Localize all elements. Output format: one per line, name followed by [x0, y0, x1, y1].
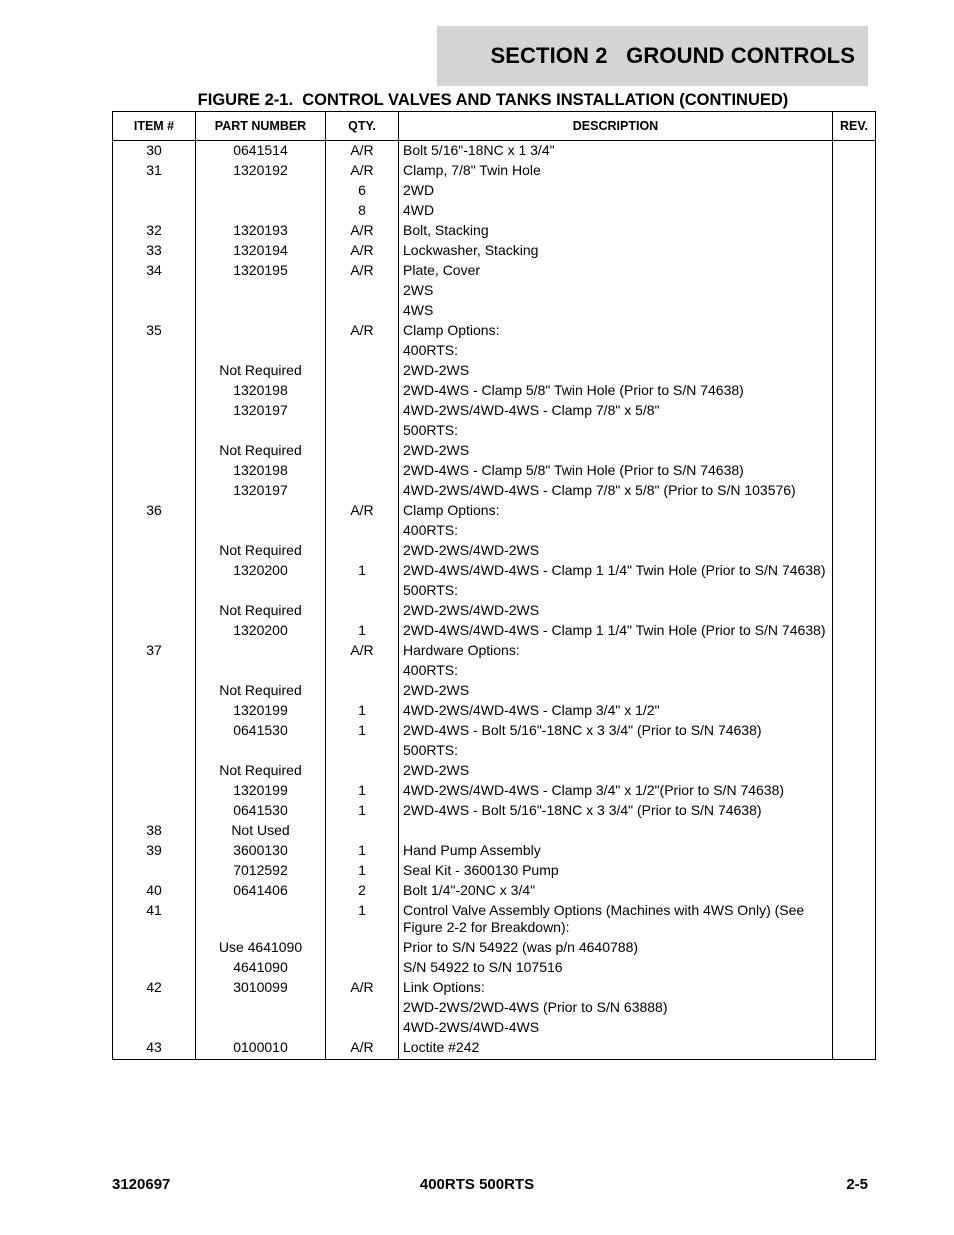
description-cell — [399, 821, 833, 841]
rev-cell — [833, 381, 876, 401]
item-number-cell — [113, 381, 196, 401]
description-cell: 400RTS: — [399, 661, 833, 681]
description-cell: 4WD-2WS/4WD-4WS - Clamp 7/8" x 5/8" (Prior to S/N 103576) — [399, 481, 833, 501]
rev-cell — [833, 561, 876, 581]
part-number-cell — [196, 281, 326, 301]
part-number-cell: 1320200 — [196, 561, 326, 581]
description-cell: Plate, Cover — [399, 261, 833, 281]
description-cell: 2WD-4WS - Bolt 5/16"-18NC x 3 3/4" (Prior to S/N 74638) — [399, 801, 833, 821]
rev-cell — [833, 958, 876, 978]
part-number-cell: 1320198 — [196, 381, 326, 401]
table-row — [113, 161, 876, 181]
rev-cell — [833, 681, 876, 701]
part-number-cell — [196, 181, 326, 201]
description-cell: Bolt, Stacking — [399, 221, 833, 241]
part-number-cell: 1320194 — [196, 241, 326, 261]
table-row — [113, 381, 876, 401]
rev-cell — [833, 661, 876, 681]
description-cell: 4WD-2WS/4WD-4WS - Clamp 3/4" x 1/2"(Prior to S/N 74638) — [399, 781, 833, 801]
rev-cell — [833, 241, 876, 261]
qty-cell — [326, 461, 399, 481]
part-number-cell: 1320193 — [196, 221, 326, 241]
table-row — [113, 561, 876, 581]
rev-cell — [833, 901, 876, 938]
part-number-cell: Not Required — [196, 681, 326, 701]
rev-cell — [833, 621, 876, 641]
table-row — [113, 781, 876, 801]
part-number-cell: 0641514 — [196, 141, 326, 161]
parts-table — [112, 111, 876, 1060]
item-number-cell: 39 — [113, 841, 196, 861]
table-row — [113, 581, 876, 601]
item-number-cell: 36 — [113, 501, 196, 521]
part-number-cell — [196, 421, 326, 441]
part-number-cell: 3010099 — [196, 978, 326, 998]
part-number-cell — [196, 341, 326, 361]
qty-cell: A/R — [326, 978, 399, 998]
item-number-cell: 38 — [113, 821, 196, 841]
item-number-cell — [113, 581, 196, 601]
item-number-cell — [113, 441, 196, 461]
part-number-cell — [196, 581, 326, 601]
section-header — [437, 26, 868, 86]
table-row — [113, 441, 876, 461]
rev-cell — [833, 938, 876, 958]
item-number-cell — [113, 341, 196, 361]
table-body — [113, 141, 876, 1060]
rev-cell — [833, 321, 876, 341]
qty-cell: 1 — [326, 561, 399, 581]
table-row — [113, 321, 876, 341]
item-number-cell — [113, 761, 196, 781]
part-number-cell: Not Required — [196, 441, 326, 461]
part-number-cell: Not Used — [196, 821, 326, 841]
item-number-cell — [113, 998, 196, 1018]
qty-cell — [326, 521, 399, 541]
rev-cell — [833, 221, 876, 241]
table-row — [113, 621, 876, 641]
item-number-cell: 30 — [113, 141, 196, 161]
rev-cell — [833, 341, 876, 361]
header-rev: REV. — [833, 112, 876, 141]
description-cell: Lockwasher, Stacking — [399, 241, 833, 261]
table-row — [113, 721, 876, 741]
table-header — [113, 112, 876, 141]
part-number-cell: Use 4641090 — [196, 938, 326, 958]
item-number-cell: 43 — [113, 1038, 196, 1060]
qty-cell: A/R — [326, 161, 399, 181]
table-row — [113, 281, 876, 301]
part-number-cell — [196, 1018, 326, 1038]
item-number-cell — [113, 958, 196, 978]
table-row — [113, 241, 876, 261]
header-part-number: PART NUMBER — [196, 112, 326, 141]
item-number-cell — [113, 361, 196, 381]
qty-cell — [326, 601, 399, 621]
item-number-cell — [113, 661, 196, 681]
description-cell: Prior to S/N 54922 (was p/n 4640788) — [399, 938, 833, 958]
table-row — [113, 541, 876, 561]
part-number-cell: 1320197 — [196, 481, 326, 501]
rev-cell — [833, 541, 876, 561]
item-number-cell — [113, 541, 196, 561]
item-number-cell — [113, 601, 196, 621]
table-row — [113, 978, 876, 998]
table-row — [113, 841, 876, 861]
part-number-cell: 7012592 — [196, 861, 326, 881]
item-number-cell — [113, 561, 196, 581]
description-cell: S/N 54922 to S/N 107516 — [399, 958, 833, 978]
part-number-cell: 0641530 — [196, 801, 326, 821]
rev-cell — [833, 361, 876, 381]
table-row — [113, 141, 876, 161]
qty-cell: A/R — [326, 261, 399, 281]
rev-cell — [833, 761, 876, 781]
description-cell: Control Valve Assembly Options (Machines with 4WS Only) (See Figure 2-2 for Breakdown): — [399, 901, 833, 938]
qty-cell — [326, 381, 399, 401]
qty-cell: 1 — [326, 801, 399, 821]
qty-cell — [326, 998, 399, 1018]
item-number-cell: 32 — [113, 221, 196, 241]
part-number-cell — [196, 201, 326, 221]
item-number-cell — [113, 301, 196, 321]
qty-cell: A/R — [326, 221, 399, 241]
rev-cell — [833, 521, 876, 541]
table-row — [113, 421, 876, 441]
qty-cell — [326, 361, 399, 381]
part-number-cell: Not Required — [196, 541, 326, 561]
description-cell: 2WD-2WS — [399, 361, 833, 381]
rev-cell — [833, 1018, 876, 1038]
part-number-cell — [196, 501, 326, 521]
item-number-cell — [113, 421, 196, 441]
item-number-cell: 35 — [113, 321, 196, 341]
table-row — [113, 301, 876, 321]
qty-cell — [326, 958, 399, 978]
part-number-cell: 1320195 — [196, 261, 326, 281]
description-cell: Clamp, 7/8" Twin Hole — [399, 161, 833, 181]
description-cell: 4WS — [399, 301, 833, 321]
part-number-cell: 4641090 — [196, 958, 326, 978]
part-number-cell: 1320199 — [196, 701, 326, 721]
part-number-cell — [196, 661, 326, 681]
table-row — [113, 881, 876, 901]
table-row — [113, 261, 876, 281]
description-cell: 500RTS: — [399, 741, 833, 761]
qty-cell: 1 — [326, 901, 399, 938]
description-cell: Hand Pump Assembly — [399, 841, 833, 861]
rev-cell — [833, 801, 876, 821]
table-row — [113, 201, 876, 221]
description-cell: Hardware Options: — [399, 641, 833, 661]
part-number-cell: 1320198 — [196, 461, 326, 481]
table-row — [113, 741, 876, 761]
item-number-cell — [113, 1018, 196, 1038]
rev-cell — [833, 998, 876, 1018]
part-number-cell: 1320200 — [196, 621, 326, 641]
header-qty: QTY. — [326, 112, 399, 141]
item-number-cell — [113, 701, 196, 721]
item-number-cell: 37 — [113, 641, 196, 661]
table-row — [113, 761, 876, 781]
description-cell: 2WD-4WS/4WD-4WS - Clamp 1 1/4" Twin Hole (Prior to S/N 74638) — [399, 561, 833, 581]
description-cell: Loctite #242 — [399, 1038, 833, 1060]
description-cell: 2WD-2WS — [399, 681, 833, 701]
rev-cell — [833, 301, 876, 321]
table-row — [113, 1018, 876, 1038]
rev-cell — [833, 978, 876, 998]
table-row — [113, 181, 876, 201]
part-number-cell: Not Required — [196, 601, 326, 621]
description-cell: 4WD-2WS/4WD-4WS — [399, 1018, 833, 1038]
rev-cell — [833, 201, 876, 221]
part-number-cell: 1320199 — [196, 781, 326, 801]
part-number-cell — [196, 641, 326, 661]
qty-cell — [326, 938, 399, 958]
table-row — [113, 521, 876, 541]
qty-cell: 1 — [326, 841, 399, 861]
description-cell: 400RTS: — [399, 521, 833, 541]
qty-cell: 1 — [326, 721, 399, 741]
rev-cell — [833, 481, 876, 501]
description-cell: 4WD-2WS/4WD-4WS - Clamp 3/4" x 1/2" — [399, 701, 833, 721]
item-number-cell — [113, 938, 196, 958]
rev-cell — [833, 721, 876, 741]
part-number-cell — [196, 998, 326, 1018]
table-row — [113, 461, 876, 481]
part-number-cell: 3600130 — [196, 841, 326, 861]
table-row — [113, 481, 876, 501]
description-cell: Link Options: — [399, 978, 833, 998]
item-number-cell — [113, 181, 196, 201]
rev-cell — [833, 581, 876, 601]
table-row — [113, 661, 876, 681]
part-number-cell: 0641406 — [196, 881, 326, 901]
qty-cell: 2 — [326, 881, 399, 901]
rev-cell — [833, 501, 876, 521]
table-row — [113, 801, 876, 821]
item-number-cell — [113, 861, 196, 881]
part-number-cell: 1320197 — [196, 401, 326, 421]
item-number-cell — [113, 741, 196, 761]
description-cell: 2WS — [399, 281, 833, 301]
qty-cell — [326, 541, 399, 561]
qty-cell: 1 — [326, 781, 399, 801]
description-cell: 2WD-2WS/2WD-4WS (Prior to S/N 63888) — [399, 998, 833, 1018]
qty-cell — [326, 301, 399, 321]
qty-cell — [326, 401, 399, 421]
table-row — [113, 501, 876, 521]
header-row — [113, 112, 876, 141]
item-number-cell — [113, 481, 196, 501]
footer-model: 400RTS 500RTS — [419, 1176, 535, 1193]
item-number-cell — [113, 801, 196, 821]
qty-cell: 6 — [326, 181, 399, 201]
part-number-cell — [196, 901, 326, 938]
rev-cell — [833, 841, 876, 861]
description-cell: Clamp Options: — [399, 501, 833, 521]
rev-cell — [833, 181, 876, 201]
description-cell: 400RTS: — [399, 341, 833, 361]
part-number-cell: Not Required — [196, 761, 326, 781]
qty-cell: A/R — [326, 641, 399, 661]
item-number-cell: 34 — [113, 261, 196, 281]
part-number-cell — [196, 741, 326, 761]
qty-cell — [326, 681, 399, 701]
qty-cell — [326, 1018, 399, 1038]
item-number-cell: 33 — [113, 241, 196, 261]
qty-cell: 1 — [326, 861, 399, 881]
part-number-cell: 0641530 — [196, 721, 326, 741]
qty-cell — [326, 741, 399, 761]
qty-cell: A/R — [326, 241, 399, 261]
description-cell: 4WD-2WS/4WD-4WS - Clamp 7/8" x 5/8" — [399, 401, 833, 421]
description-cell: 2WD-4WS - Clamp 5/8" Twin Hole (Prior to S/N 74638) — [399, 381, 833, 401]
footer-page-number: 2-5 — [846, 1176, 868, 1193]
item-number-cell — [113, 461, 196, 481]
qty-cell — [326, 661, 399, 681]
rev-cell — [833, 821, 876, 841]
rev-cell — [833, 861, 876, 881]
description-cell: 2WD-2WS/4WD-2WS — [399, 541, 833, 561]
item-number-cell: 31 — [113, 161, 196, 181]
qty-cell: A/R — [326, 1038, 399, 1060]
table-row — [113, 341, 876, 361]
description-cell: 2WD-2WS — [399, 761, 833, 781]
description-cell: Seal Kit - 3600130 Pump — [399, 861, 833, 881]
table-row — [113, 641, 876, 661]
item-number-cell — [113, 201, 196, 221]
description-cell: 2WD — [399, 181, 833, 201]
qty-cell — [326, 421, 399, 441]
item-number-cell — [113, 621, 196, 641]
rev-cell — [833, 261, 876, 281]
table-row — [113, 938, 876, 958]
item-number-cell — [113, 281, 196, 301]
qty-cell: A/R — [326, 321, 399, 341]
description-cell: 2WD-4WS - Bolt 5/16"-18NC x 3 3/4" (Prior to S/N 74638) — [399, 721, 833, 741]
description-cell: 2WD-4WS - Clamp 5/8" Twin Hole (Prior to S/N 74638) — [399, 461, 833, 481]
qty-cell — [326, 761, 399, 781]
rev-cell — [833, 141, 876, 161]
qty-cell: A/R — [326, 141, 399, 161]
table-row — [113, 701, 876, 721]
description-cell: 500RTS: — [399, 581, 833, 601]
qty-cell: 1 — [326, 621, 399, 641]
table-row — [113, 361, 876, 381]
table-row — [113, 1038, 876, 1060]
qty-cell: A/R — [326, 501, 399, 521]
rev-cell — [833, 441, 876, 461]
qty-cell — [326, 441, 399, 461]
table-row — [113, 821, 876, 841]
description-cell: Bolt 5/16"-18NC x 1 3/4" — [399, 141, 833, 161]
part-number-cell: 1320192 — [196, 161, 326, 181]
description-cell: Bolt 1/4"-20NC x 3/4" — [399, 881, 833, 901]
qty-cell — [326, 341, 399, 361]
description-cell: 2WD-4WS/4WD-4WS - Clamp 1 1/4" Twin Hole (Prior to S/N 74638) — [399, 621, 833, 641]
part-number-cell: Not Required — [196, 361, 326, 381]
rev-cell — [833, 881, 876, 901]
table-row — [113, 221, 876, 241]
rev-cell — [833, 281, 876, 301]
qty-cell — [326, 281, 399, 301]
table-row — [113, 601, 876, 621]
table-row — [113, 901, 876, 938]
qty-cell — [326, 581, 399, 601]
table-row — [113, 958, 876, 978]
rev-cell — [833, 701, 876, 721]
description-cell: 2WD-2WS — [399, 441, 833, 461]
rev-cell — [833, 401, 876, 421]
part-number-cell: 0100010 — [196, 1038, 326, 1060]
table-row — [113, 998, 876, 1018]
description-cell: Clamp Options: — [399, 321, 833, 341]
rev-cell — [833, 641, 876, 661]
item-number-cell — [113, 781, 196, 801]
rev-cell — [833, 421, 876, 441]
rev-cell — [833, 1038, 876, 1060]
rev-cell — [833, 601, 876, 621]
item-number-cell: 40 — [113, 881, 196, 901]
description-cell: 4WD — [399, 201, 833, 221]
description-cell: 2WD-2WS/4WD-2WS — [399, 601, 833, 621]
figure-title: FIGURE 2-1. CONTROL VALVES AND TANKS INSTALLATION (CONTINUED) — [197, 91, 789, 109]
header-item: ITEM # — [113, 112, 196, 141]
item-number-cell — [113, 521, 196, 541]
item-number-cell — [113, 681, 196, 701]
item-number-cell — [113, 721, 196, 741]
part-number-cell — [196, 301, 326, 321]
qty-cell: 8 — [326, 201, 399, 221]
rev-cell — [833, 161, 876, 181]
item-number-cell: 42 — [113, 978, 196, 998]
rev-cell — [833, 781, 876, 801]
header-description: DESCRIPTION — [399, 112, 833, 141]
qty-cell: 1 — [326, 701, 399, 721]
item-number-cell: 41 — [113, 901, 196, 938]
part-number-cell — [196, 521, 326, 541]
qty-cell — [326, 481, 399, 501]
table-row — [113, 681, 876, 701]
table-row — [113, 861, 876, 881]
qty-cell — [326, 821, 399, 841]
description-cell: 500RTS: — [399, 421, 833, 441]
rev-cell — [833, 461, 876, 481]
item-number-cell — [113, 401, 196, 421]
rev-cell — [833, 741, 876, 761]
footer-manual-number: 3120697 — [112, 1176, 171, 1193]
table-row — [113, 401, 876, 421]
part-number-cell — [196, 321, 326, 341]
section-title: SECTION 2 GROUND CONTROLS — [490, 43, 855, 68]
